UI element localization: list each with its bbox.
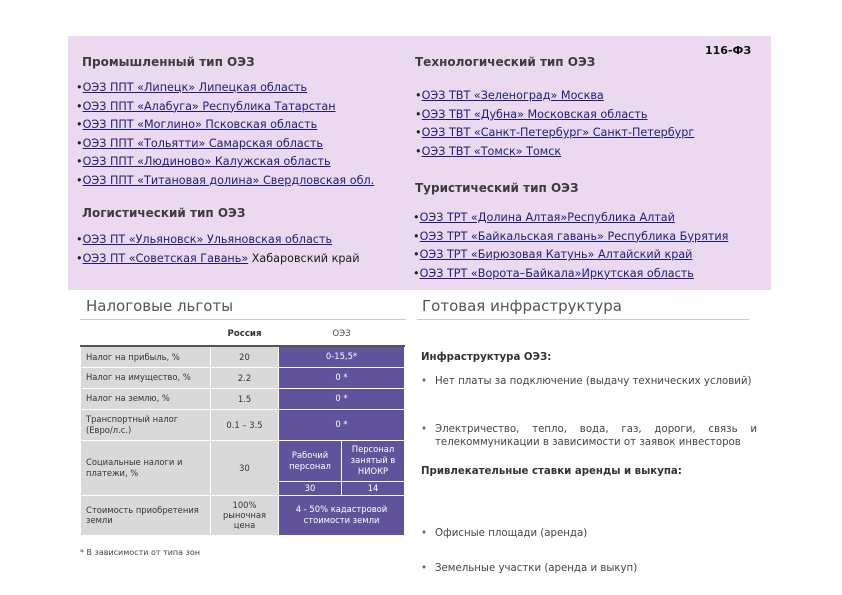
- rent-heading: Привлекательные ставки аренды и выкупа:: [421, 466, 682, 477]
- zone-link[interactable]: ОЭЗ ППТ «Людиново» Калужская область: [82, 155, 331, 169]
- zone-link[interactable]: ОЭЗ ТРТ «Долина Алтая»Республика Алтай: [419, 211, 675, 224]
- list-item: •ОЭЗ ТРТ «Байкальская гавань» Республика Бурятия: [413, 229, 729, 243]
- zone-link[interactable]: ОЭЗ ППТ «Тольятти» Самарская область: [82, 136, 323, 150]
- logistic-list: [76, 231, 360, 268]
- list-item: •ОЭЗ ТРТ «Ворота–Байкала»Иркутская область: [413, 266, 694, 280]
- zone-link[interactable]: ОЭЗ ППТ «Моглино» Псковская область: [82, 118, 318, 132]
- technological-list: [415, 87, 694, 161]
- list-item: •ОЭЗ ТВТ «Санкт-Петербург» Санкт-Петербург: [415, 126, 695, 140]
- zone-link[interactable]: ОЭЗ ТРТ «Ворота–Байкала»Иркутская область: [419, 266, 694, 280]
- list-item: •ОЭЗ ПТ «Советская Гавань» Хабаровский край: [76, 251, 360, 265]
- list-item: •ОЭЗ ППТ «Тольятти» Самарская область: [76, 136, 323, 150]
- infra-divider: [417, 319, 749, 320]
- list-item: •ОЭЗ ТРТ «Бирюзовая Катунь» Алтайский край: [413, 248, 693, 262]
- tax-title: Налоговые льготы: [86, 297, 234, 315]
- tax-divider: [80, 319, 406, 320]
- zone-link[interactable]: ОЭЗ ПТ «Ульяновск» Ульяновская область: [82, 233, 333, 246]
- zone-link[interactable]: ОЭЗ ППТ «Титановая долина» Свердловская обл.: [82, 173, 375, 187]
- zone-link[interactable]: ОЭЗ ТВТ «Санкт-Петербург» Санкт-Петербург: [421, 126, 695, 140]
- list-item: •ОЭЗ ТРТ «Долина Алтая»Республика Алтай: [413, 211, 675, 224]
- table-row: Налог на имущество, % 2.2 0 *: [81, 367, 405, 388]
- zone-link[interactable]: ОЭЗ ТРТ «Байкальская гавань» Республика Бурятия: [419, 229, 729, 243]
- tourist-list: [413, 209, 728, 283]
- table-row: Стоимость приобретения земли 100% рыночная цена 4 - 50% кадастровой стоимости земли: [81, 495, 405, 535]
- infra-title: Готовая инфраструктура: [422, 297, 622, 315]
- tax-footnote: * В зависимости от типа зон: [80, 548, 200, 557]
- law-reference: 116-ФЗ: [705, 44, 752, 57]
- table-row: Социальные налоги и платежи, % 30 Рабочий персонал Персонал занятый в НИОКР: [81, 440, 405, 481]
- tourist-heading: Туристический тип ОЭЗ: [415, 181, 579, 195]
- logistic-heading: Логистический тип ОЭЗ: [82, 206, 246, 220]
- infra-heading: Инфраструктура ОЭЗ:: [421, 352, 552, 363]
- list-item: •ОЭЗ ПТ «Ульяновск» Ульяновская область: [76, 233, 333, 246]
- list-item: •ОЭЗ ППТ «Липецк» Липецкая область: [76, 81, 308, 94]
- zone-link[interactable]: ОЭЗ ТРТ «Бирюзовая Катунь» Алтайский край: [419, 248, 693, 262]
- table-row: Налог на землю, % 1.5 0 *: [81, 388, 405, 409]
- list-item: •ОЭЗ ТВТ «Зеленоград» Москва: [415, 89, 604, 102]
- list-item: •ОЭЗ ППТ «Людиново» Калужская область: [76, 155, 331, 169]
- industrial-heading: Промышленный тип ОЭЗ: [82, 55, 255, 69]
- zone-link[interactable]: ОЭЗ ППТ «Липецк» Липецкая область: [82, 81, 308, 94]
- list-item: •ОЭЗ ТВТ «Томск» Томск: [415, 144, 562, 158]
- technological-heading: Технологический тип ОЭЗ: [415, 55, 596, 69]
- zone-link[interactable]: ОЭЗ ППТ «Алабуга» Республика Татарстан: [82, 99, 336, 113]
- zone-link[interactable]: ОЭЗ ПТ «Советская Гавань»: [82, 251, 249, 265]
- zone-link[interactable]: ОЭЗ ТВТ «Зеленоград» Москва: [421, 89, 604, 102]
- list-item: •ОЭЗ ППТ «Титановая долина» Свердловская обл.: [76, 173, 375, 187]
- industrial-list: [76, 79, 374, 191]
- zone-link[interactable]: ОЭЗ ТВТ «Дубна» Московская область: [421, 107, 648, 121]
- list-item: • Офисные площади (аренда): [421, 528, 588, 540]
- table-row: Транспортный налог (Евро/л.с.) 0.1 – 3.5 0 *: [81, 409, 405, 440]
- list-item: •ОЭЗ ТВТ «Дубна» Московская область: [415, 107, 648, 121]
- list-item: • Электричество, тепло, вода, газ, дороги, связь и телекоммуникации в зависимости от заявок инвесторов: [421, 423, 757, 448]
- list-item: • Нет платы за подключение (выдачу технических условий): [421, 376, 752, 387]
- zone-link[interactable]: ОЭЗ ТВТ «Томск» Томск: [421, 144, 562, 158]
- list-item: •ОЭЗ ППТ «Алабуга» Республика Татарстан: [76, 99, 336, 113]
- table-row: Налог на прибыль, % 20 0-15,5*: [81, 346, 405, 367]
- col-russia: Россия: [211, 323, 279, 346]
- tax-table: [80, 323, 405, 536]
- table-row: 30 14: [81, 481, 405, 495]
- col-oez: ОЭЗ: [279, 323, 405, 346]
- table-header: [81, 323, 405, 346]
- list-item: • Земельные участки (аренда и выкуп): [421, 563, 638, 574]
- list-item: •ОЭЗ ППТ «Моглино» Псковская область: [76, 118, 318, 132]
